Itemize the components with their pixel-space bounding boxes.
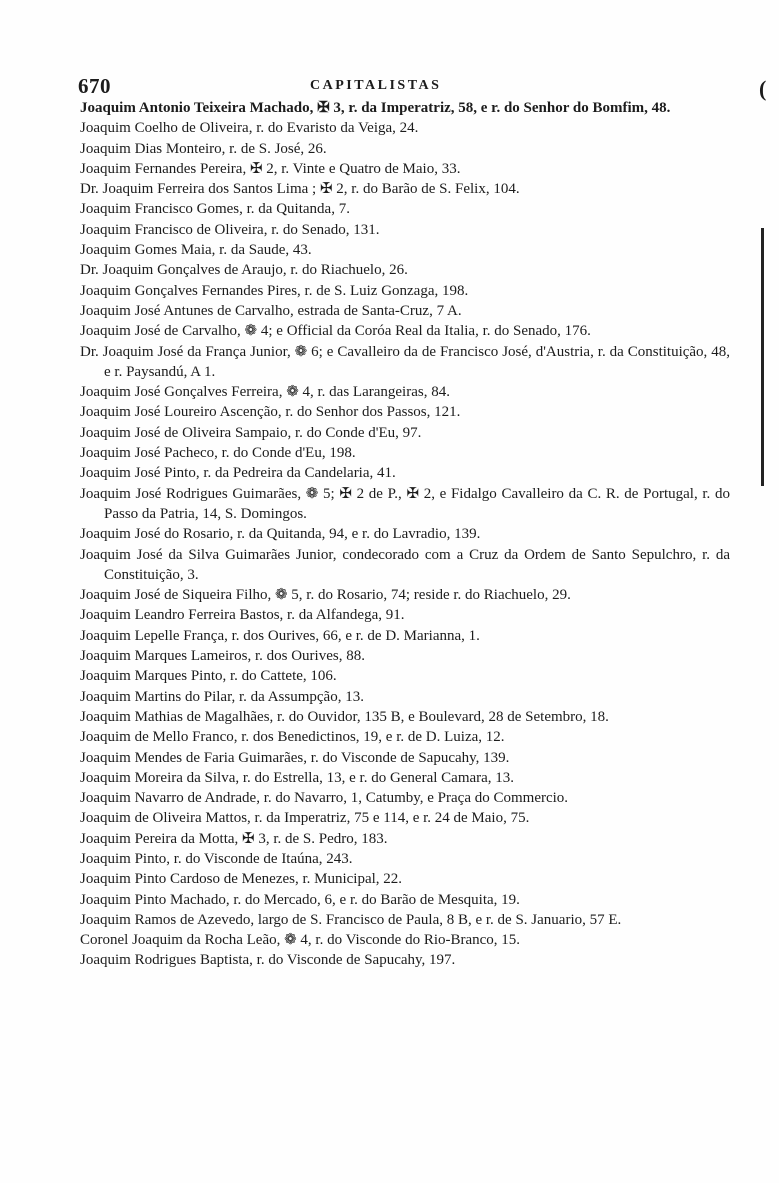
entry-text: Joaquim Marques Pinto, r. do Cattete, 106. — [80, 668, 337, 685]
directory-entry — [80, 240, 730, 260]
directory-entry — [80, 443, 730, 463]
directory-entry — [80, 687, 730, 707]
directory-entry — [80, 179, 730, 199]
entry-text: Joaquim José Rodrigues Guimarães, ❁ 5; ✠ 2 de P., ✠ 2, e Fidalgo Cavalleiro da C. R. de Portugal, r. do Passo da Patria, 14, S. Domingos. — [80, 485, 730, 522]
entry-text: Joaquim José Gonçalves Ferreira, ❁ 4, r. das Larangeiras, 84. — [80, 384, 450, 401]
entry-text: Joaquim José Pinto, r. da Pedreira da Candelaria, 41. — [80, 465, 396, 482]
entry-text: Dr. Joaquim José da França Junior, ❁ 6; e Cavalleiro da de Francisco José, d'Austria, r. da Constituição, 48, e r. Paysandú, A 1. — [80, 343, 730, 380]
directory-entry — [80, 707, 730, 727]
entry-text: Joaquim Francisco de Oliveira, r. do Senado, 131. — [80, 221, 380, 238]
entry-text: Joaquim de Oliveira Mattos, r. da Imperatriz, 75 e 114, e r. 24 de Maio, 75. — [80, 810, 530, 827]
entry-text: Joaquim Gonçalves Fernandes Pires, r. de S. Luiz Gonzaga, 198. — [80, 282, 469, 299]
directory-entry — [80, 321, 730, 341]
edge-mark: ( — [759, 76, 767, 101]
directory-entry — [80, 930, 730, 950]
entry-list — [80, 98, 730, 971]
entry-text: Joaquim Martins do Pilar, r. da Assumpção, 13. — [80, 688, 364, 705]
entry-text: Joaquim José Antunes de Carvalho, estrada de Santa-Cruz, 7 A. — [80, 302, 462, 319]
entry-text: Joaquim Coelho de Oliveira, r. do Evaristo da Veiga, 24. — [80, 120, 419, 137]
entry-text: Joaquim José da Silva Guimarães Junior, condecorado com a Cruz da Ordem de Santo Sepulchro, r. da Constituição, 3. — [80, 546, 730, 583]
entry-text: Joaquim Leandro Ferreira Bastos, r. da Alfandega, 91. — [80, 607, 405, 624]
entry-text: Joaquim Fernandes Pereira, ✠ 2, r. Vinte e Quatro de Maio, 33. — [80, 160, 461, 177]
entry-text: Joaquim José de Oliveira Sampaio, r. do Conde d'Eu, 97. — [80, 424, 422, 441]
entry-text: Joaquim Ramos de Azevedo, largo de S. Francisco de Paula, 8 B, e r. de S. Januario, 57 E. — [80, 911, 622, 928]
entry-text: Dr. Joaquim Ferreira dos Santos Lima ; ✠ 2, r. do Barão de S. Felix, 104. — [80, 181, 520, 198]
directory-entry — [80, 139, 730, 159]
directory-entry — [80, 118, 730, 138]
entry-text: Joaquim Pinto Cardoso de Menezes, r. Municipal, 22. — [80, 871, 403, 888]
directory-entry — [80, 159, 730, 179]
directory-entry — [80, 199, 730, 219]
directory-entry — [80, 808, 730, 828]
directory-entry — [80, 829, 730, 849]
entry-text: Joaquim Francisco Gomes, r. da Quitanda, 7. — [80, 201, 350, 218]
entry-text: Dr. Joaquim Gonçalves de Araujo, r. do Riachuelo, 26. — [80, 262, 408, 279]
entry-text: Joaquim Navarro de Andrade, r. do Navarro, 1, Catumby, e Praça do Commercio. — [80, 790, 569, 807]
directory-entry — [80, 585, 730, 605]
entry-text: Joaquim Lepelle França, r. dos Ourives, 66, e r. de D. Marianna, 1. — [80, 627, 480, 644]
entry-text: Joaquim José do Rosario, r. da Quitanda, 94, e r. do Lavradio, 139. — [80, 526, 481, 543]
margin-rule — [761, 228, 764, 486]
directory-entry — [80, 727, 730, 747]
page-header — [78, 74, 768, 101]
directory-entry — [80, 748, 730, 768]
entry-text: Joaquim Rodrigues Baptista, r. do Visconde de Sapucahy, 197. — [80, 952, 456, 969]
running-head: CAPITALISTAS — [310, 78, 442, 93]
directory-entry — [80, 950, 730, 970]
directory-entry — [80, 98, 730, 118]
entry-text: Joaquim Gomes Maia, r. da Saude, 43. — [80, 242, 312, 259]
directory-entry — [80, 910, 730, 930]
directory-entry — [80, 260, 730, 280]
directory-entry — [80, 788, 730, 808]
entry-text: Joaquim Pereira da Motta, ✠ 3, r. de S. Pedro, 183. — [80, 830, 388, 847]
directory-entry — [80, 545, 730, 586]
directory-entry — [80, 301, 730, 321]
entry-text: Joaquim Pinto, r. do Visconde de Itaúna, 243. — [80, 850, 353, 867]
directory-entry — [80, 484, 730, 525]
directory-entry — [80, 402, 730, 422]
directory-entry — [80, 869, 730, 889]
directory-entry — [80, 423, 730, 443]
directory-entry — [80, 463, 730, 483]
directory-entry — [80, 281, 730, 301]
entry-text: Joaquim Mathias de Magalhães, r. do Ouvidor, 135 B, e Boulevard, 28 de Setembro, 18. — [80, 708, 609, 725]
directory-entry — [80, 524, 730, 544]
directory-entry — [80, 626, 730, 646]
entry-text: Joaquim José Pacheco, r. do Conde d'Eu, 198. — [80, 445, 356, 462]
directory-entry — [80, 605, 730, 625]
directory-entry — [80, 342, 730, 383]
entry-text: Joaquim José de Siqueira Filho, ❁ 5, r. do Rosario, 74; reside r. do Riachuelo, 29. — [80, 587, 571, 604]
entry-text: Joaquim Antonio Teixeira Machado, ✠ 3, r. da Imperatriz, 58, e r. do Senhor do Bomfim, 48. — [80, 100, 671, 116]
entry-text: Joaquim José de Carvalho, ❁ 4; e Official da Coróa Real da Italia, r. do Senado, 176. — [80, 323, 591, 340]
directory-entry — [80, 646, 730, 666]
directory-entry — [80, 768, 730, 788]
directory-entry — [80, 666, 730, 686]
entry-text: Coronel Joaquim da Rocha Leão, ❁ 4, r. do Visconde do Rio-Branco, 15. — [80, 932, 521, 949]
entry-text: Joaquim Moreira da Silva, r. do Estrella, 13, e r. do General Camara, 13. — [80, 769, 515, 786]
directory-entry — [80, 849, 730, 869]
entry-text: Joaquim Dias Monteiro, r. de S. José, 26. — [80, 140, 327, 157]
page-number: 670 — [78, 74, 111, 98]
entry-text: Joaquim José Loureiro Ascenção, r. do Senhor dos Passos, 121. — [80, 404, 461, 421]
entry-text: Joaquim de Mello Franco, r. dos Benedictinos, 19, e r. de D. Luiza, 12. — [80, 729, 505, 746]
entry-text: Joaquim Pinto Machado, r. do Mercado, 6, e r. do Barão de Mesquita, 19. — [80, 891, 520, 908]
directory-entry — [80, 382, 730, 402]
directory-entry — [80, 890, 730, 910]
entry-text: Joaquim Marques Lameiros, r. dos Ourives, 88. — [80, 648, 365, 665]
directory-entry — [80, 220, 730, 240]
entry-text: Joaquim Mendes de Faria Guimarães, r. do Visconde de Sapucahy, 139. — [80, 749, 510, 766]
